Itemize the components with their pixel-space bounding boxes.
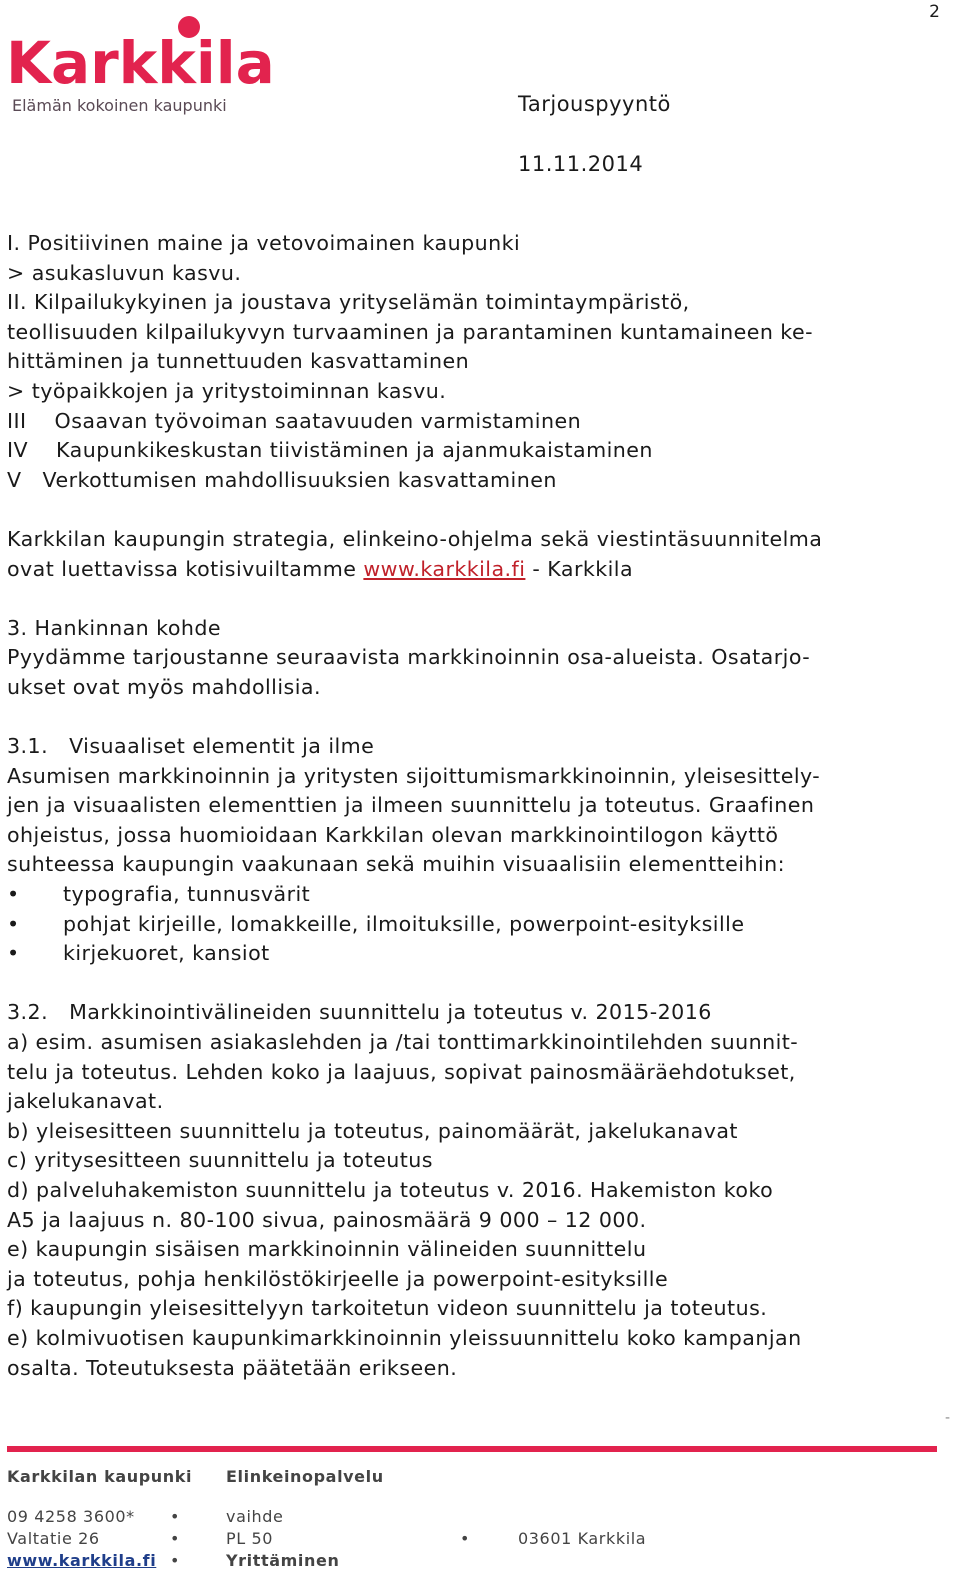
footer-pobox: PL 50 — [226, 1529, 274, 1548]
body-line: ja toteutus, pohja henkilöstökirjeelle ja powerpoint-esityksille — [7, 1266, 669, 1291]
footer-phone: 09 4258 3600* — [7, 1507, 135, 1526]
body-line: III Osaavan työvoiman saatavuuden varmistaminen — [7, 408, 582, 433]
body-line: a) esim. asumisen asiakaslehden ja /tai tonttimarkkinointilehden suunnit- — [7, 1030, 799, 1055]
body-line: c) yritysesitteen suunnittelu ja toteutus — [7, 1148, 433, 1173]
footer-header-row — [7, 1466, 937, 1488]
section-heading: 3. Hankinnan kohde — [7, 615, 222, 640]
body-line: A5 ja laajuus n. 80-100 sivua, painosmäärä 9 000 – 12 000. — [7, 1207, 647, 1232]
footer-dash: - — [945, 1410, 951, 1426]
body-line: osalta. Toteutuksesta päätetään erikseen. — [7, 1355, 458, 1380]
bullet-text: typografia, tunnusvärit — [63, 882, 311, 907]
bullet-text: kirjekuoret, kansiot — [63, 941, 270, 966]
footer-web-row — [7, 1550, 937, 1572]
section-heading: 3.1. Visuaaliset elementit ja ilme — [7, 734, 375, 759]
body-line: e) kaupungin sisäisen markkinoinnin välineiden suunnittelu — [7, 1237, 647, 1262]
body-line: Karkkilan kaupungin strategia, elinkeino-ohjelma sekä viestintäsuunnitelma — [7, 526, 823, 551]
body-line: telu ja toteutus. Lehden koko ja laajuus, sopivat painosmääräehdotukset, — [7, 1059, 796, 1084]
bullet-item — [7, 910, 937, 940]
document-title: Tarjouspyyntö — [518, 92, 671, 116]
karkkila-logo — [6, 16, 275, 116]
logo-wordmark: Karkkila — [6, 29, 275, 97]
body-line: ukset ovat myös mahdollisia. — [7, 674, 321, 699]
website-link[interactable]: www.karkkila.fi — [363, 556, 526, 581]
footer-divider — [7, 1446, 937, 1452]
footer-org: Karkkilan kaupunki — [7, 1467, 193, 1486]
footer-section: Yrittäminen — [226, 1551, 340, 1570]
bullet-icon: • — [7, 911, 20, 936]
body-line: II. Kilpailukykyinen ja joustava yrityselämän toimintaympäristö, — [7, 290, 690, 315]
footer-dot-icon: • — [170, 1551, 181, 1570]
body-line: > työpaikkojen ja yritystoiminnan kasvu. — [7, 378, 447, 403]
body-line — [7, 555, 937, 585]
logo-tagline: Elämän kokoinen kaupunki — [12, 96, 227, 115]
body-line: jen ja visuaalisten elementtien ja ilmeen suunnittelu ja toteutus. Graafinen — [7, 793, 815, 818]
body-text-span: - Karkkila — [525, 556, 634, 581]
footer-address-row — [7, 1528, 937, 1550]
bullet-icon: • — [7, 882, 20, 907]
body-line: f) kaupungin yleisesittelyyn tarkoitetun videon suunnittelu ja toteutus. — [7, 1296, 768, 1321]
body-line: IV Kaupunkikeskustan tiivistäminen ja ajanmukaistaminen — [7, 438, 653, 463]
body-line: I. Positiivinen maine ja vetovoimainen kaupunki — [7, 231, 521, 255]
footer-dot-icon: • — [460, 1529, 471, 1548]
body-line: > asukasluvun kasvu. — [7, 260, 242, 285]
body-line: teollisuuden kilpailukyvyn turvaaminen ja parantaminen kuntamaineen ke- — [7, 319, 813, 344]
footer-dot-icon: • — [170, 1507, 181, 1526]
body-line: d) palveluhakemiston suunnittelu ja toteutus v. 2016. Hakemiston koko — [7, 1178, 774, 1202]
bullet-icon: • — [7, 941, 20, 966]
body-line: e) kolmivuotisen kaupunkimarkkinoinnin yleissuunnittelu koko kampanjan — [7, 1325, 802, 1350]
bullet-text: pohjat kirjeille, lomakkeille, ilmoituksille, powerpoint-esityksille — [63, 911, 745, 936]
footer-phone-label: vaihde — [226, 1507, 284, 1526]
footer-unit: Elinkeinopalvelu — [226, 1467, 384, 1486]
body-line: ohjeistus, jossa huomioidaan Karkkilan olevan markkinointilogon käyttö — [7, 822, 779, 847]
body-line: jakelukanavat. — [7, 1089, 164, 1114]
body-line: V Verkottumisen mahdollisuuksien kasvattaminen — [7, 467, 557, 492]
footer-dot-icon: • — [170, 1529, 181, 1548]
footer-website-link[interactable]: www.karkkila.fi — [7, 1551, 157, 1570]
bullet-item — [7, 939, 937, 969]
body-line: Pyydämme tarjoustanne seuraavista markkinoinnin osa-alueista. Osatarjo- — [7, 645, 811, 670]
page-number: 2 — [929, 2, 940, 22]
page-footer — [7, 1466, 937, 1572]
section-heading: 3.2. Markkinointivälineiden suunnittelu ja toteutus v. 2015-2016 — [7, 1000, 712, 1025]
body-line: hittäminen ja tunnettuuden kasvattaminen — [7, 349, 470, 374]
footer-street: Valtatie 26 — [7, 1529, 100, 1548]
body-line: suhteessa kaupungin vaakunaan sekä muihin visuaalisiin elementteihin: — [7, 852, 786, 877]
document-date: 11.11.2014 — [518, 152, 644, 176]
footer-postal: 03601 Karkkila — [518, 1529, 647, 1548]
body-text-span: ovat luettavissa kotisivuiltamme — [7, 556, 364, 581]
bullet-item — [7, 880, 937, 910]
body-line: b) yleisesitteen suunnittelu ja toteutus, painomäärät, jakelukanavat — [7, 1118, 738, 1143]
body-line: Asumisen markkinoinnin ja yritysten sijoittumismarkkinoinnin, yleisesittely- — [7, 763, 821, 788]
document-body — [7, 229, 937, 1383]
footer-phone-row — [7, 1506, 937, 1528]
